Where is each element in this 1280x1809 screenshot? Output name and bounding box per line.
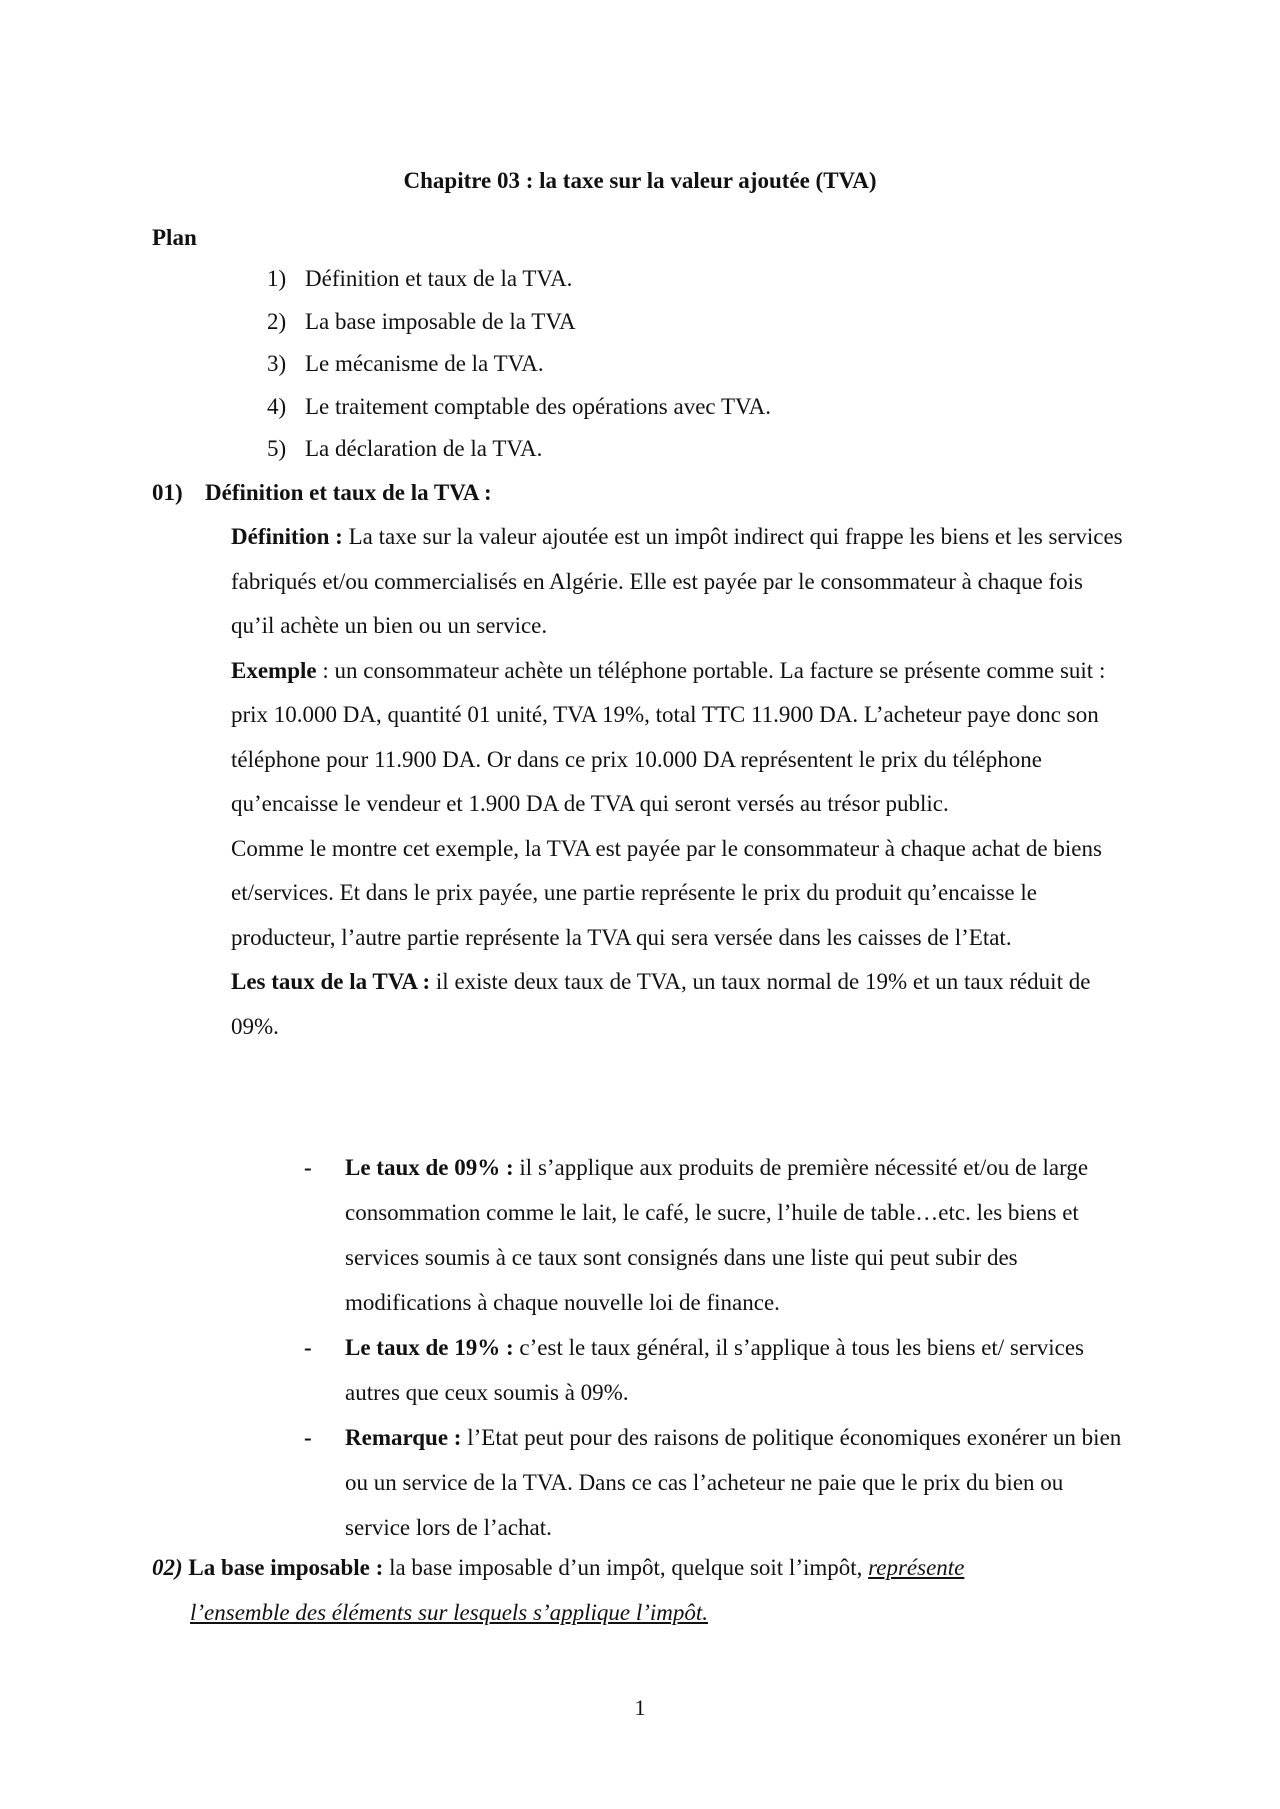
- plan-item-text: Le traitement comptable des opérations avec TVA.: [305, 393, 772, 419]
- section-2-underlined-start: représente: [868, 1555, 965, 1580]
- rates-text: il existe deux taux de TVA, un taux normal de 19% et un taux réduit de 09%.: [231, 969, 1091, 1039]
- section-1-body: [231, 515, 1131, 1049]
- section-2-line-1: [152, 1545, 1132, 1590]
- bullet-label: Le taux de 19% :: [345, 1335, 514, 1360]
- rates-label: Les taux de la TVA :: [231, 969, 431, 994]
- plan-item-number: 2): [267, 308, 287, 334]
- plan-item-number: 1): [267, 266, 287, 291]
- section-2-label: La base imposable :: [182, 1555, 384, 1580]
- chapter-title: Chapitre 03 : la taxe sur la valeur ajoutée (TVA): [403, 168, 877, 193]
- bullet-text: il s’applique aux produits de première nécessité et/ou de large consommation comme le lait, le café, le sucre, l’huile de table…etc. les biens et services soumis à ce taux sont consignés dans une liste qui peut subir des modifications à chaque nouvelle loi de finance.: [345, 1155, 1089, 1315]
- plan-item: [267, 386, 771, 429]
- plan-item-text: Le mécanisme de la TVA.: [305, 351, 544, 376]
- bullet-item: [304, 1325, 1134, 1415]
- bullet-text: l’Etat peut pour des raisons de politique économiques exonérer un bien ou un service de la TVA. Dans ce cas l’acheteur ne paie que le prix du bien ou service lors de l’achat.: [345, 1425, 1122, 1540]
- definition-paragraph: [231, 515, 1131, 649]
- section-2-paragraph: [152, 1545, 1132, 1635]
- plan-item: [267, 428, 771, 471]
- bullet-dash: -: [304, 1425, 312, 1450]
- plan-item-number: 3): [267, 351, 287, 376]
- section-1-title: Définition et taux de la TVA :: [205, 480, 492, 505]
- bullet-dash: -: [304, 1335, 312, 1360]
- rates-paragraph: [231, 960, 1131, 1049]
- definition-label: Définition :: [231, 524, 343, 549]
- rates-bullet-list: [304, 1145, 1134, 1550]
- plan-item-text: Définition et taux de la TVA.: [305, 266, 573, 291]
- section-1-heading: [152, 470, 492, 515]
- plan-list: [267, 258, 771, 471]
- section-2-number: 02): [152, 1555, 183, 1580]
- plan-item-number: 4): [267, 393, 287, 419]
- plan-item: [267, 343, 771, 386]
- example-label: Exemple: [231, 657, 317, 683]
- plan-heading: Plan: [152, 225, 197, 250]
- comment-paragraph: Comme le montre cet exemple, la TVA est payée par le consommateur à chaque achat de biens et/services. Et dans le prix payée, une partie représente le prix du produit qu’encaisse le producteur, l’autre partie représente la TVA qui sera versée dans les caisses de l’Etat.: [231, 835, 1102, 950]
- page-number: 1: [634, 1695, 646, 1720]
- plan-item-text: La déclaration de la TVA.: [305, 436, 543, 461]
- section-1-number: 01): [152, 480, 183, 505]
- plan-item-text: La base imposable de la TVA: [305, 308, 576, 334]
- bullet-dash: -: [304, 1155, 312, 1180]
- example-text: : un consommateur achète un téléphone portable. La facture se présente comme suit : prix 10.000 DA, quantité 01 unité, TVA 19%, total TTC 11.900 DA. L’acheteur paye donc son téléphone pour 11.900 DA. Or dans ce prix 10.000 DA représentent le prix du téléphone qu’encaisse le vendeur et 1.900 DA de TVA qui seront versés au trésor public.: [231, 657, 1106, 816]
- section-2-line-2: [152, 1590, 1132, 1635]
- bullet-label: Remarque :: [345, 1425, 462, 1450]
- plan-item: [267, 258, 771, 301]
- definition-text: La taxe sur la valeur ajoutée est un impôt indirect qui frappe les biens et les services fabriqués et/ou commercialisés en Algérie. Elle est payée par le consommateur à chaque fois qu’il achète un bien ou un service.: [231, 524, 1123, 638]
- section-2-text: la base imposable d’un impôt, quelque soit l’impôt,: [383, 1555, 869, 1580]
- example-paragraph: [231, 649, 1131, 827]
- bullet-text: c’est le taux général, il s’applique à tous les biens et/ services autres que ceux soumis à 09%.: [345, 1335, 1085, 1405]
- plan-item-number: 5): [267, 436, 287, 461]
- bullet-item: [304, 1145, 1134, 1325]
- plan-item: [267, 301, 771, 344]
- bullet-item: [304, 1415, 1134, 1550]
- bullet-label: Le taux de 09% :: [345, 1155, 514, 1180]
- section-2-underlined-end: l’ensemble des éléments sur lesquels s’applique l’impôt.: [190, 1600, 709, 1625]
